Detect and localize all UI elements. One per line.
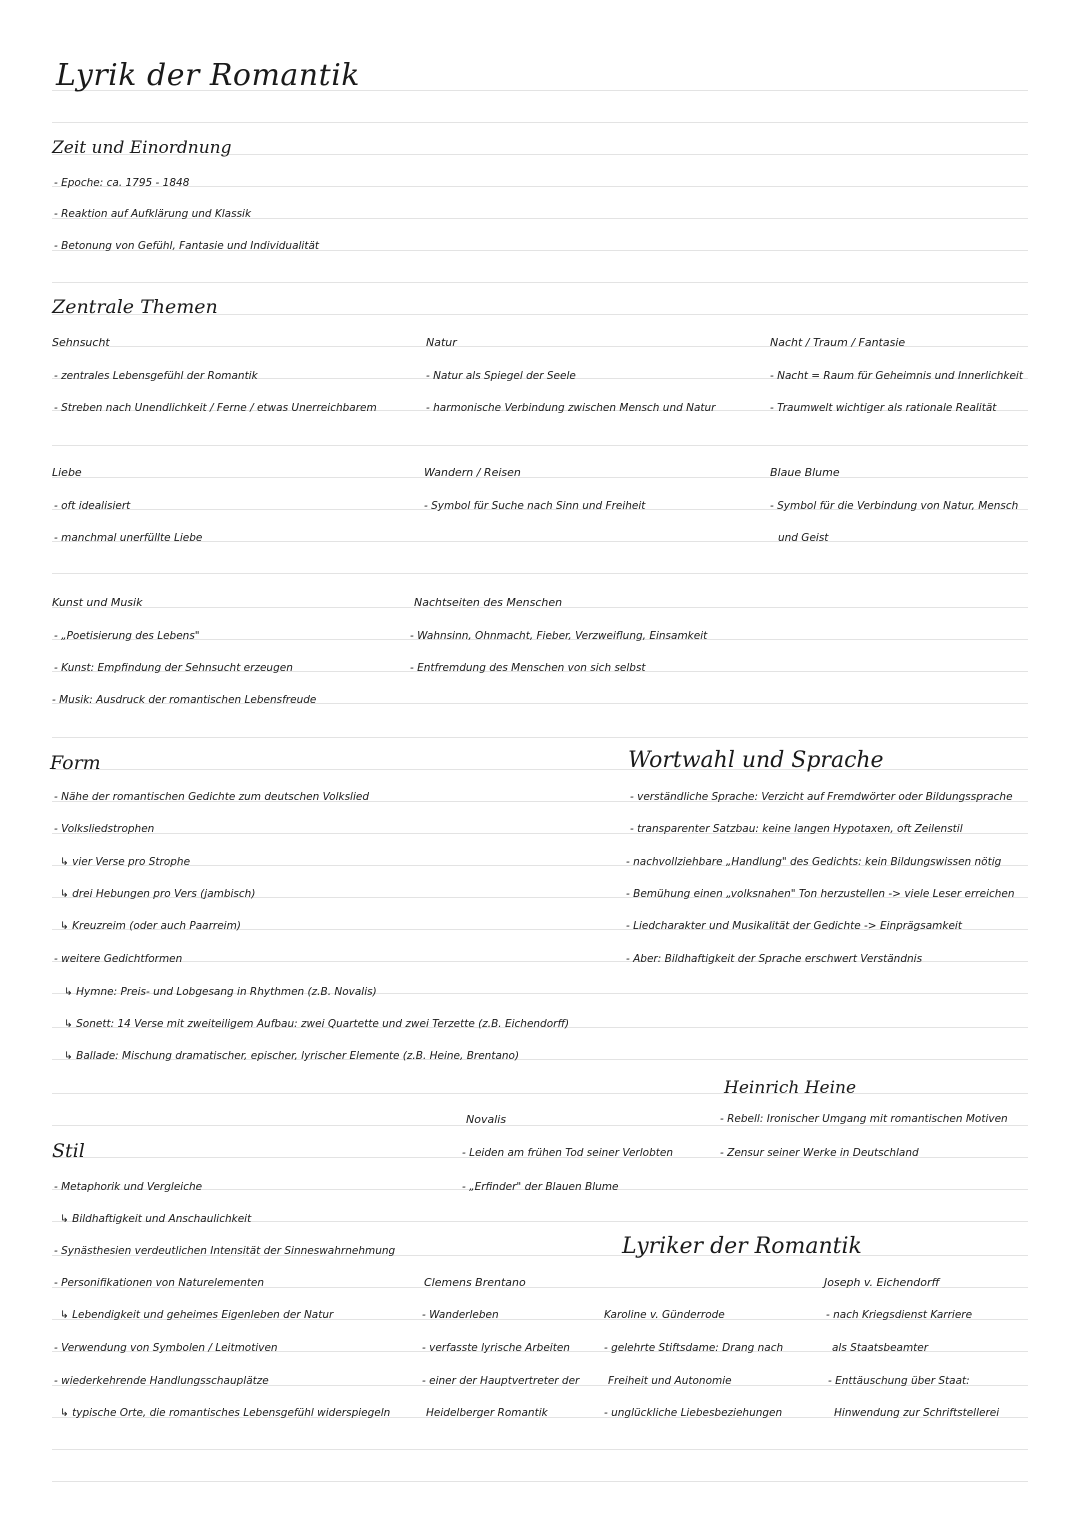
sehnsucht-label: Sehnsucht [52,336,110,349]
list-item: - Natur als Spiegel der Seele [426,370,576,382]
page-title: Lyrik der Romantik [56,58,360,93]
list-item: - zentrales Lebensgefühl der Romantik [54,370,258,382]
list-item: - Leiden am frühen Tod seiner Verlobten [462,1147,673,1159]
list-item: ↳ drei Hebungen pro Vers (jambisch) [60,888,256,900]
list-item: - Verwendung von Symbolen / Leitmotiven [54,1342,278,1354]
list-item: - Nacht = Raum für Geheimnis und Innerlichkeit [770,370,1023,382]
list-item: ↳ Bildhaftigkeit und Anschaulichkeit [60,1213,252,1225]
list-item: - Wanderleben [422,1309,499,1321]
list-item: - verfasste lyrische Arbeiten [422,1342,570,1354]
nacht-label: Nacht / Traum / Fantasie [770,336,906,349]
list-item: - Zensur seiner Werke in Deutschland [720,1147,919,1159]
wortwahl-heading: Wortwahl und Sprache [628,748,884,773]
heine-label: Heinrich Heine [724,1078,857,1098]
list-item: - Aber: Bildhaftigkeit der Sprache erschwert Verständnis [626,953,923,965]
list-item: - Betonung von Gefühl, Fantasie und Individualität [54,240,320,252]
list-item: - Entfremdung des Menschen von sich selbst [410,662,646,674]
natur-label: Natur [426,336,457,349]
list-item: - Nähe der romantischen Gedichte zum deutschen Volkslied [54,791,370,803]
list-item: - Wahnsinn, Ohnmacht, Fieber, Verzweiflung, Einsamkeit [410,630,708,642]
list-item: als Staatsbeamter [832,1342,929,1354]
list-item: - einer der Hauptvertreter der [422,1375,580,1387]
list-item: ↳ Ballade: Mischung dramatischer, epischer, lyrischer Elemente (z.B. Heine, Brentano) [64,1050,520,1062]
list-item: - nachvollziehbare „Handlung" des Gedichts: kein Bildungswissen nötig [626,856,1002,868]
kunst-label: Kunst und Musik [52,596,143,609]
list-item: - Musik: Ausdruck der romantischen Lebensfreude [52,694,317,706]
form-heading: Form [50,752,101,774]
list-item: - verständliche Sprache: Verzicht auf Fremdwörter oder Bildungssprache [630,791,1013,803]
list-item: - Epoche: ca. 1795 - 1848 [54,177,190,189]
list-item: - „Poetisierung des Lebens" [54,630,200,642]
novalis-label: Novalis [466,1113,507,1126]
eichendorff-label: Joseph v. Eichendorff [824,1276,940,1289]
list-item: - Metaphorik und Vergleiche [54,1181,203,1193]
list-item: Freiheit und Autonomie [608,1375,732,1387]
list-item: - unglückliche Liebesbeziehungen [604,1407,783,1419]
list-item: ↳ Kreuzreim (oder auch Paarreim) [60,920,241,932]
zeit-heading: Zeit und Einordnung [52,138,232,158]
list-item: - Bemühung einen „volksnahen" Ton herzustellen -> viele Leser erreichen [626,888,1015,900]
list-item: - Symbol für Suche nach Sinn und Freiheit [424,500,646,512]
list-item: - wiederkehrende Handlungsschauplätze [54,1375,269,1387]
lyriker-heading: Lyriker der Romantik [622,1234,862,1259]
wandern-label: Wandern / Reisen [424,466,521,479]
stil-heading: Stil [52,1140,85,1162]
list-item: - Synästhesien verdeutlichen Intensität der Sinneswahrnehmung [54,1245,396,1257]
list-item: - Volksliedstrophen [54,823,155,835]
list-item: Hinwendung zur Schriftstellerei [834,1407,1000,1419]
list-item: ↳ Hymne: Preis- und Lobgesang in Rhythmen (z.B. Novalis) [64,986,377,998]
list-item: - nach Kriegsdienst Karriere [826,1309,973,1321]
list-item: - Rebell: Ironischer Umgang mit romantischen Motiven [720,1113,1008,1125]
list-item: ↳ Lebendigkeit und geheimes Eigenleben der Natur [60,1309,334,1321]
list-item: Heidelberger Romantik [426,1407,548,1419]
guenderrode-label: Karoline v. Günderrode [604,1309,725,1321]
brentano-label: Clemens Brentano [424,1276,526,1289]
nachtseiten-label: Nachtseiten des Menschen [414,596,563,609]
liebe-label: Liebe [52,466,82,479]
list-item: ↳ vier Verse pro Strophe [60,856,191,868]
list-item: ↳ typische Orte, die romantisches Lebensgefühl widerspiegeln [60,1407,391,1419]
themen-heading: Zentrale Themen [52,296,218,318]
list-item: - oft idealisiert [54,500,131,512]
list-item: - gelehrte Stiftsdame: Drang nach [604,1342,784,1354]
list-item: - weitere Gedichtformen [54,953,183,965]
list-item: - Kunst: Empfindung der Sehnsucht erzeugen [54,662,293,674]
list-item: - Traumwelt wichtiger als rationale Realität [770,402,997,414]
list-item: - Streben nach Unendlichkeit / Ferne / etwas Unerreichbarem [54,402,377,414]
list-item: - Personifikationen von Naturelementen [54,1277,264,1289]
list-item: - „Erfinder" der Blauen Blume [462,1181,619,1193]
list-item: - manchmal unerfüllte Liebe [54,532,203,544]
list-item: - Liedcharakter und Musikalität der Gedichte -> Einprägsamkeit [626,920,962,932]
list-item: - Enttäuschung über Staat: [828,1375,970,1387]
list-item: ↳ Sonett: 14 Verse mit zweiteiligem Aufbau: zwei Quartette und zwei Terzette (z.B. Eichendorff) [64,1018,570,1030]
list-item: - Symbol für die Verbindung von Natur, Mensch [770,500,1019,512]
list-item: und Geist [778,532,829,544]
blume-label: Blaue Blume [770,466,840,479]
list-item: - harmonische Verbindung zwischen Mensch und Natur [426,402,716,414]
list-item: - Reaktion auf Aufklärung und Klassik [54,208,252,220]
list-item: - transparenter Satzbau: keine langen Hypotaxen, oft Zeilenstil [630,823,963,835]
